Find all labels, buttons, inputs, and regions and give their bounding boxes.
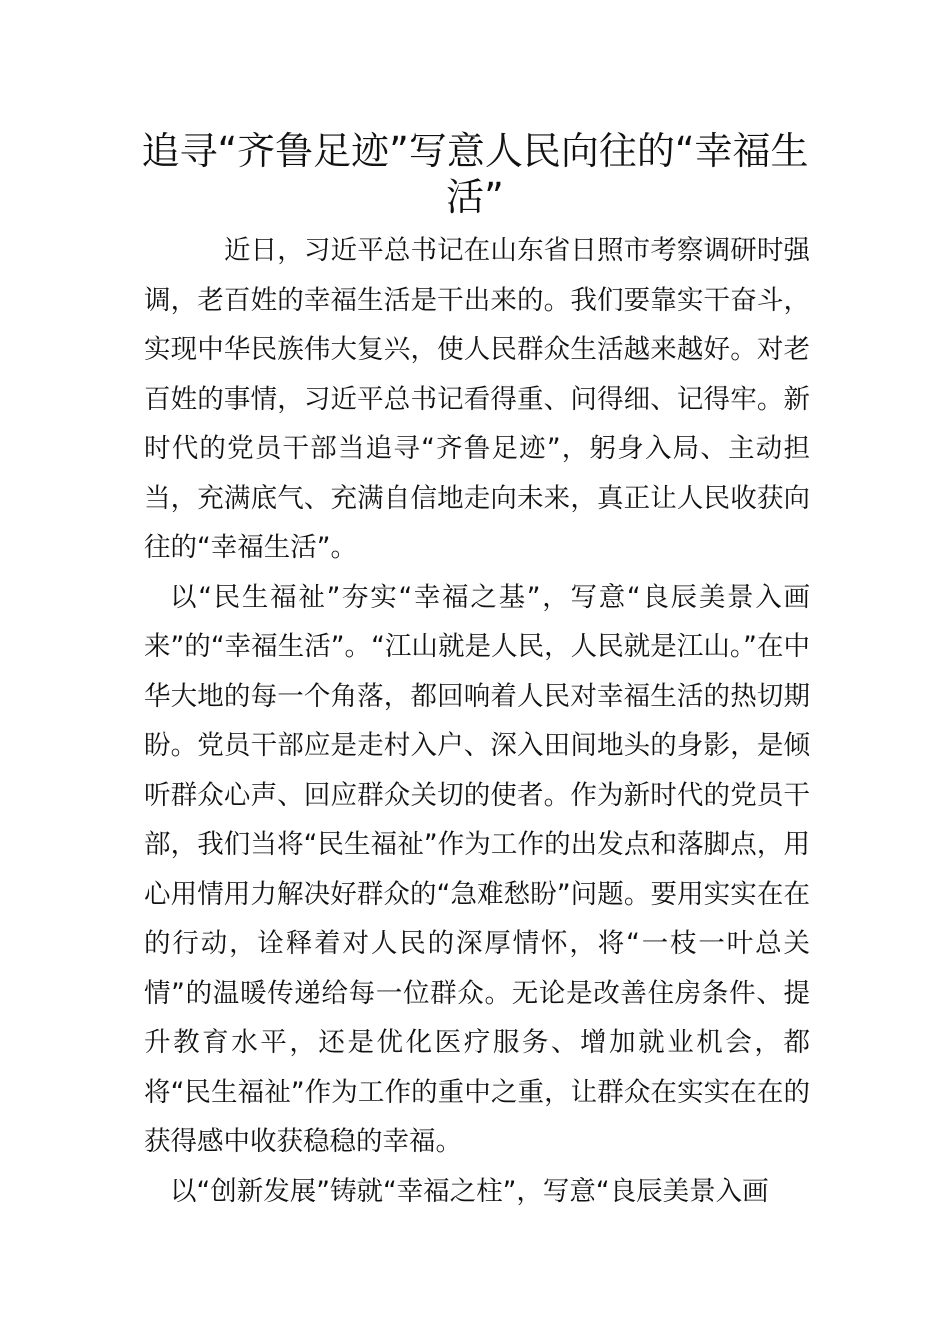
document-title: 追寻“齐鲁足迹”写意人民向往的“幸福生活” <box>141 129 809 219</box>
paragraph-innovation: 以“创新发展”铸就“幸福之柱”，写意“良辰美景入画 <box>170 1175 769 1207</box>
paragraph-intro: 近日，习近平总书记在山东省日照市考察调研时强调，老百姓的幸福生活是干出来的。我们要靠实干奋斗，实现中华民族伟大复兴，使人民群众生活越来越好。对老百姓的事情，习近平总书记看得重、问得细、记得牢。新时代的党员干部当追寻“齐鲁足迹”，躬身入局、主动担当，充满底气、充满自信地走向未来，真正让人民收获向往的“幸福生活”。 <box>144 235 810 563</box>
paragraph-livelihood: 以“民生福祉”夯实“幸福之基”，写意“良辰美景入画来”的“幸福生活”。“江山就是人民，人民就是江山。”在中华大地的每一个角落，都回响着人民对幸福生活的热切期盼。党员干部应是走村入户、深入田间地头的身影，是倾听群众心声、回应群众关切的使者。作为新时代的党员干部，我们当将“民生福祉”作为工作的出发点和落脚点，用心用情用力解决好群众的“急难愁盼”问题。要用实实在在的行动，诠释着对人民的深厚情怀，将“一枝一叶总关情”的温暖传递给每一位群众。无论是改善住房条件、提升教育水平，还是优化医疗服务、增加就业机会，都将“民生福祉”作为工作的重中之重，让群众在实实在在的获得感中收获稳稳的幸福。 <box>144 581 810 1157</box>
document-body <box>144 226 810 1216</box>
